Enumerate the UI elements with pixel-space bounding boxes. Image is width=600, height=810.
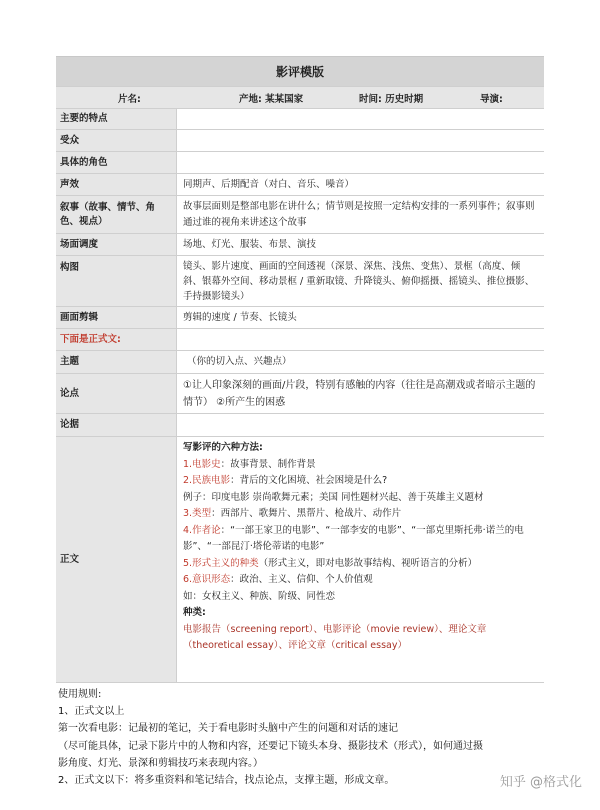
usage-line-1: 1、正式文以上 bbox=[58, 706, 125, 718]
row-mise-en-scene bbox=[56, 234, 544, 256]
usage-line-5: 2、正式文以下：将多重资料和笔记结合，找点论点，支撑主题，形成文章。 bbox=[58, 774, 395, 786]
row-audience bbox=[56, 130, 544, 152]
row-value: （你的切入点、兴趣点） bbox=[187, 356, 292, 367]
row-evidence bbox=[56, 414, 544, 437]
method-5: 5.形式主义的种类（形式主义，即对电影故事结构、视听语言的分析） bbox=[183, 557, 478, 569]
row-value bbox=[177, 152, 544, 173]
row-value: 场地、灯光、服装、布景、演技 bbox=[183, 239, 317, 250]
method-6-example: 如：女权主义、种族、阶级、同性恋 bbox=[183, 590, 336, 602]
film-review-template-table bbox=[56, 56, 544, 683]
row-sound bbox=[56, 174, 544, 196]
row-label: 主要的特点 bbox=[56, 109, 177, 129]
row-label: 画面剪辑 bbox=[56, 307, 177, 328]
row-label: 主题 bbox=[56, 351, 177, 373]
method-2-example: 例子：印度电影 崇尚歌舞元素；美国 同性题材兴起、善于英雄主义题材 bbox=[183, 491, 484, 503]
row-label: 具体的角色 bbox=[56, 152, 177, 173]
row-label: 受众 bbox=[56, 130, 177, 151]
row-label: 正文 bbox=[56, 437, 177, 682]
row-value: 同期声、后期配音（对白、音乐、噪音） bbox=[183, 179, 355, 190]
row-editing bbox=[56, 307, 544, 329]
director-label: 导演: bbox=[480, 93, 503, 105]
usage-heading: 使用规则: bbox=[58, 689, 102, 700]
types-list: 电影报告（screening report）、电影评论（movie review）、理论文章（theoretical essay）、评论文章（critical essay） bbox=[183, 623, 487, 652]
main-text-methods bbox=[177, 437, 544, 682]
types-heading: 种类: bbox=[183, 607, 206, 619]
usage-rules bbox=[58, 686, 558, 789]
method-2: 2.民族电影：背后的文化困境、社会困境是什么? bbox=[183, 475, 388, 487]
row-value bbox=[177, 130, 544, 151]
row-value bbox=[177, 414, 544, 436]
period-label: 时间: 历史时期 bbox=[359, 93, 424, 105]
film-name-label: 片名: bbox=[118, 93, 141, 105]
row-label: 声效 bbox=[56, 174, 177, 195]
method-6: 6.意识形态：政治、主义、信仰、个人价值观 bbox=[183, 574, 373, 586]
methods-heading: 写影评的六种方法: bbox=[183, 442, 263, 453]
row-value: ①让人印象深刻的画面/片段，特别有感触的内容（往往是高潮戏或者暗示主题的情节） ②所产生的困惑 bbox=[183, 380, 536, 408]
row-label: 论据 bbox=[56, 414, 177, 436]
zhihu-watermark: 知乎 @格式化 bbox=[499, 775, 582, 790]
row-label: 论点 bbox=[56, 374, 177, 413]
row-value bbox=[177, 109, 544, 129]
row-narrative bbox=[56, 196, 544, 234]
row-value: 故事层面则是整部电影在讲什么；情节则是按照一定结构安排的一系列事件；叙事则通过谁的视角来讲述这个故事 bbox=[183, 201, 535, 228]
meta-row bbox=[56, 87, 544, 109]
usage-line-2: 第一次看电影：记最初的笔记，关于看电影时头脑中产生的问题和对话的速记 bbox=[58, 723, 398, 735]
row-features bbox=[56, 109, 544, 130]
method-4: 4.作者论：“一部王家卫的电影”、“一部李安的电影”、“一部克里斯托弗·诺兰的电影”、“一部昆汀·塔伦蒂诺的电影” bbox=[183, 524, 524, 553]
row-value bbox=[177, 329, 544, 350]
row-label: 叙事（故事、情节、角色、视点） bbox=[56, 196, 177, 233]
row-label: 下面是正式文: bbox=[56, 329, 177, 350]
row-role bbox=[56, 152, 544, 174]
method-3: 3.类型：西部片、歌舞片、黑帮片、枪战片、动作片 bbox=[183, 508, 402, 520]
row-label: 构图 bbox=[56, 256, 177, 306]
template-title: 影评模版 bbox=[56, 57, 544, 87]
row-theme bbox=[56, 351, 544, 374]
row-composition bbox=[56, 256, 544, 307]
row-argument bbox=[56, 374, 544, 414]
row-main-text bbox=[56, 437, 544, 683]
origin-label: 产地: 某某国家 bbox=[239, 93, 304, 105]
usage-line-4: 影角度、灯光、景深和剪辑技巧来表现内容。） bbox=[58, 757, 263, 769]
row-value: 镜头、影片速度、画面的空间透视（深景、深焦、浅焦、变焦）、景框（高度、倾斜、银幕外空间、移动景框 / 重新取镜、升降镜头、俯仰摇摄、摇镜头、推位摄影、手持摄影镜头） bbox=[183, 261, 535, 303]
row-label: 场面调度 bbox=[56, 234, 177, 255]
row-value: 剪辑的速度 / 节奏、长镜头 bbox=[183, 312, 297, 323]
method-1: 1.电影史：故事背景、制作背景 bbox=[183, 458, 316, 470]
usage-line-3: （尽可能具体，记录下影片中的人物和内容，还要记下镜头本身、摄影技术（形式），如何通过摄 bbox=[58, 740, 483, 752]
row-below-main-text bbox=[56, 329, 544, 351]
